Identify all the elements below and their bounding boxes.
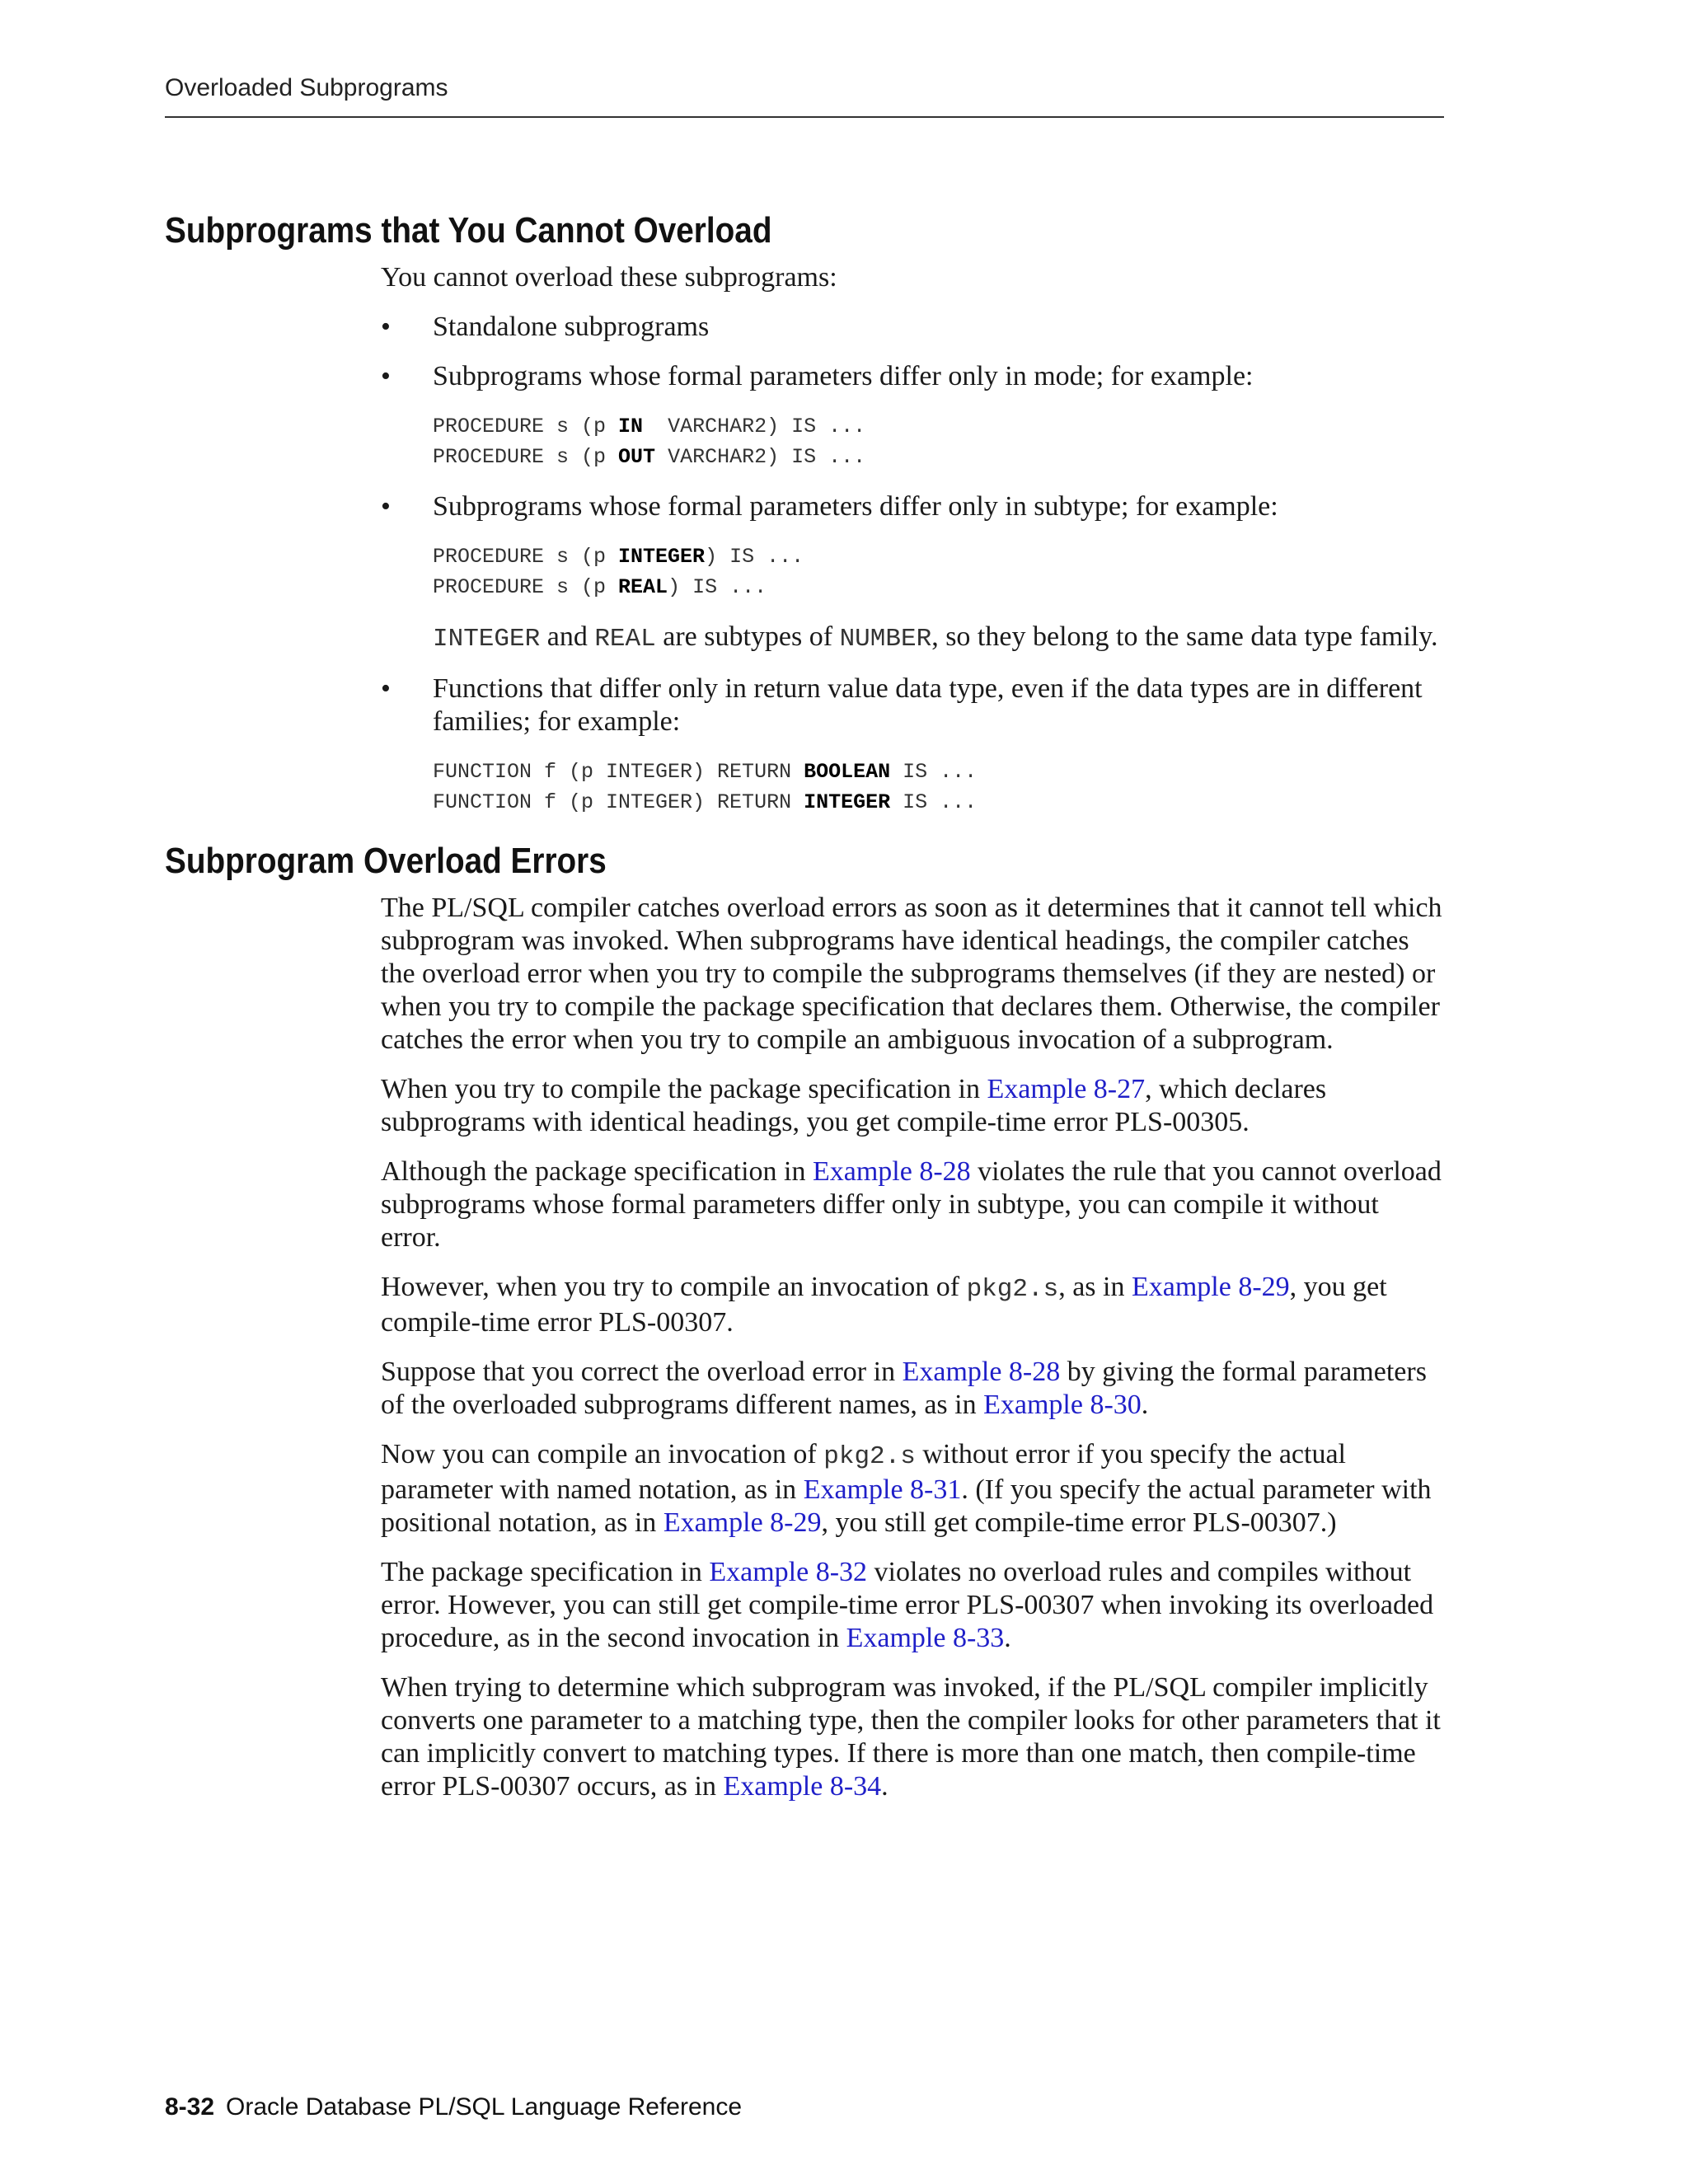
book-title: Oracle Database PL/SQL Language Reference xyxy=(226,2093,743,2121)
page-number: 8-32 xyxy=(165,2093,215,2121)
intro-paragraph: You cannot overload these subprograms: xyxy=(381,262,837,293)
page-content xyxy=(165,210,1444,1820)
subtype-note: INTEGER and REAL are subtypes of NUMBER, so they belong to the same data type family. xyxy=(433,621,1438,654)
link-example-8-31[interactable]: Example 8-31 xyxy=(803,1474,962,1505)
paragraph: The PL/SQL compiler catches overload errors as soon as it determines that it cannot tell which subprogram was invoked. When subprograms have identical headings, the compiler catches the overload error when you try to compile the subprograms themselves (if they are nested) or when you try to compile the package specification that declares them. Otherwise, the compiler catches the error when you try to compile an ambiguous invocation of a subprogram. xyxy=(381,893,1442,1055)
paragraph: When you try to compile the package specification in Example 8-27, which declares subprograms with identical headings, you get compile-time error PLS-00305. xyxy=(381,1074,1327,1137)
list-item xyxy=(381,490,1444,656)
bullet-icon: • xyxy=(381,491,391,522)
link-example-8-32[interactable]: Example 8-32 xyxy=(709,1557,868,1587)
paragraph: When trying to determine which subprogram was invoked, if the PL/SQL compiler implicitly converts one parameter to a matching type, then the compiler looks for other parameters that it can implicitly convert to matching types. If there is more than one match, then compile-time error PLS-00307 occurs, as in Example 8-34. xyxy=(381,1672,1441,1802)
link-example-8-29[interactable]: Example 8-29 xyxy=(663,1507,822,1538)
list-item-text: Subprograms whose formal parameters differ only in mode; for example: xyxy=(433,361,1254,391)
paragraph: Suppose that you correct the overload error in Example 8-28 by giving the formal parameters of the overloaded subprograms different names, as in Example 8-30. xyxy=(381,1357,1427,1420)
list-item xyxy=(381,360,1444,472)
link-example-8-28[interactable]: Example 8-28 xyxy=(902,1357,1061,1387)
running-header: Overloaded Subprograms xyxy=(165,74,448,101)
list-item-text: Functions that differ only in return value data type, even if the data types are in different families; for example: xyxy=(433,673,1423,737)
section-body-overload-errors xyxy=(381,892,1444,1803)
section-title-cannot-overload: Subprograms that You Cannot Overload xyxy=(165,210,772,251)
code-example-subtype: PROCEDURE s (p INTEGER) IS ... PROCEDURE s (p REAL) IS ... xyxy=(433,545,804,599)
link-example-8-30[interactable]: Example 8-30 xyxy=(983,1390,1142,1420)
list-item-text: Standalone subprograms xyxy=(433,312,710,342)
paragraph: Now you can compile an invocation of pkg2.s without error if you specify the actual parameter with named notation, as in Example 8-31. (If you specify the actual parameter with positional notation, as in Example 8-29, you still get compile-time error PLS-00307.) xyxy=(381,1439,1432,1538)
code-example-return-type: FUNCTION f (p INTEGER) RETURN BOOLEAN IS ... FUNCTION f (p INTEGER) RETURN INTEGER IS ... xyxy=(433,760,978,814)
list-item xyxy=(381,311,1444,344)
link-example-8-29[interactable]: Example 8-29 xyxy=(1131,1272,1290,1302)
bullet-icon: • xyxy=(381,312,391,342)
bullet-icon: • xyxy=(381,361,391,391)
list-item-text: Subprograms whose formal parameters differ only in subtype; for example: xyxy=(433,491,1278,522)
code-example-mode: PROCEDURE s (p IN VARCHAR2) IS ... PROCEDURE s (p OUT VARCHAR2) IS ... xyxy=(433,415,866,469)
paragraph: The package specification in Example 8-32 violates no overload rules and compiles without error. However, you can still get compile-time error PLS-00307 when invoking its overloaded procedure, as in the second invocation in Example 8-33. xyxy=(381,1557,1434,1653)
link-example-8-28[interactable]: Example 8-28 xyxy=(813,1156,971,1187)
link-example-8-27[interactable]: Example 8-27 xyxy=(987,1074,1146,1104)
link-example-8-33[interactable]: Example 8-33 xyxy=(846,1623,1005,1653)
page-footer xyxy=(165,2093,742,2121)
paragraph: However, when you try to compile an invocation of pkg2.s, as in Example 8-29, you get compile-time error PLS-00307. xyxy=(381,1272,1387,1338)
list-item xyxy=(381,673,1444,818)
bullet-icon: • xyxy=(381,673,391,704)
section-title-overload-errors: Subprogram Overload Errors xyxy=(165,841,607,881)
section-body-cannot-overload xyxy=(381,261,1444,818)
cannot-overload-list xyxy=(381,311,1444,818)
header-rule xyxy=(165,116,1444,118)
link-example-8-34[interactable]: Example 8-34 xyxy=(723,1771,882,1802)
paragraph: Although the package specification in Example 8-28 violates the rule that you cannot overload subprograms whose formal parameters differ only in subtype, you can compile it without error. xyxy=(381,1156,1442,1253)
